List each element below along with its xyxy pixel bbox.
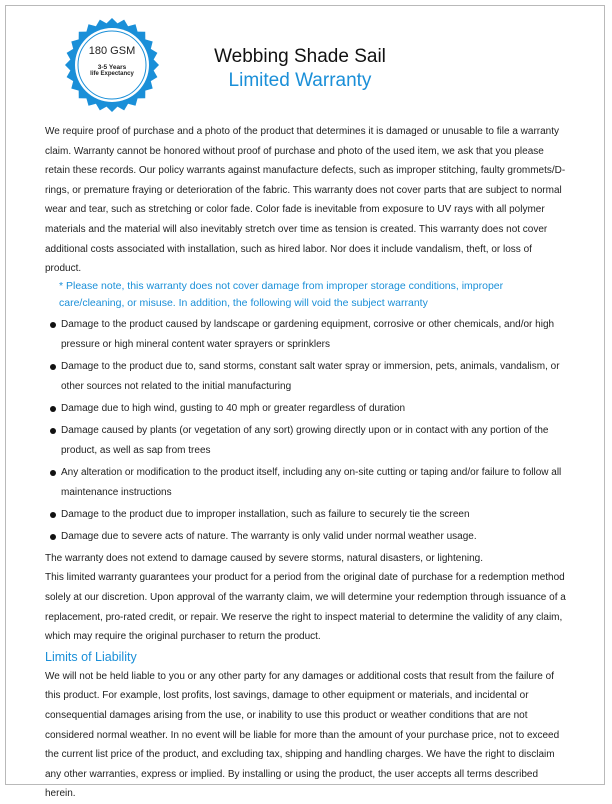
page-title: Webbing Shade Sail	[214, 46, 386, 67]
list-item	[45, 505, 570, 525]
list-item	[45, 421, 570, 461]
warranty-body	[45, 122, 570, 804]
void-conditions-list	[45, 315, 570, 547]
page-subtitle: Limited Warranty	[228, 70, 372, 91]
seal-life: life Expectancy	[90, 70, 134, 77]
bullet-icon	[50, 322, 56, 328]
bullet-icon	[50, 428, 56, 434]
list-item	[45, 315, 570, 355]
bullet-icon	[50, 406, 56, 412]
list-item-text: Damage to the product due to, sand storms, constant salt water spray or immersion, pets, animals, vandalism, or other sources not related to the initial manufacturing	[61, 360, 560, 392]
list-item-text: Damage due to severe acts of nature. The warranty is only valid under normal weather usage.	[61, 530, 477, 542]
title-block	[175, 45, 425, 93]
list-item-text: Damage caused by plants (or vegetation of any sort) growing directly upon or in contact with any portion of the product, as well as sap from trees	[61, 424, 549, 456]
gsm-seal-badge	[64, 17, 160, 113]
list-item	[45, 527, 570, 547]
list-item-text: Damage due to high wind, gusting to 40 mph or greater regardless of duration	[61, 402, 406, 414]
storm-exclusion-paragraph: The warranty does not extend to damage caused by severe storms, natural disasters, or lightening.	[45, 552, 484, 564]
list-item	[45, 463, 570, 503]
seal-gsm: 180 GSM	[88, 44, 136, 57]
list-item-text: Any alteration or modification to the product itself, including any on-site cutting or taping and/or failure to follow all maintenance instructions	[61, 466, 562, 498]
bullet-icon	[50, 470, 56, 476]
void-note: * Please note, this warranty does not cover damage from improper storage conditions, improper care/cleaning, or misuse. In addition, the following will void the subject warranty	[59, 279, 504, 310]
list-item-text: Damage to the product caused by landscape or gardening equipment, corrosive or other chemicals, and/or high pressure or high mineral content water sprayers or sprinklers	[61, 318, 555, 350]
seal-text	[64, 17, 160, 113]
list-item	[45, 399, 570, 419]
intro-paragraph: We require proof of purchase and a photo of the product that determines it is damaged or unusable to file a warranty claim. Warranty cannot be honored without proof of purchase and photo of the used item, we ask that you please retain these records. Our policy warrants against manufacture defects, such as improper stitching, faulty grommets/D-rings, or premature fraying or deterioration of the fabric. This warranty does not cover parts that are subject to normal wear and tear, such as stretching or color fade. Color fade is inevitable from exposure to UV rays with all polymer materials and the material will also inevitably stretch over time as tension is created. This warranty does not cover additional costs associated with installation, such as hired labor. Nor does it include vandalism, theft, or loss of product.	[45, 126, 566, 275]
liability-heading: Limits of Liability	[45, 649, 137, 664]
list-item	[45, 357, 570, 397]
guarantee-paragraph: This limited warranty guarantees your product for a period from the original date of purchase for a redemption method solely at our discretion. Upon approval of the warranty claim, we will determine your redemption through issuance of a replacement, pro-rated credit, or repair. We reserve the right to inspect material to determine the validity of any claim, which may require the original purchaser to return the product.	[45, 572, 566, 643]
bullet-icon	[50, 512, 56, 518]
liability-paragraph: We will not be held liable to you or any other party for any damages or additional costs that result from the failure of this product. For example, lost profits, lost savings, damage to other equipment or materials, and incidental or consequential damages arising from the use, or inability to use this product or weather conditions that are not considered normal weather. In no event will be liable for more than the amount of your purchase price, not to exceed the current list price of the product, and excluding tax, shipping and handling charges. We have the right to disclaim any other warranties, express or implied. By installing or using the product, the user accepts all terms described herein.	[45, 670, 560, 800]
bullet-icon	[50, 364, 56, 370]
list-item-text: Damage to the product due to improper installation, such as failure to securely tie the screen	[61, 508, 470, 520]
seal-years: 3-5 Years	[97, 63, 127, 71]
bullet-icon	[50, 534, 56, 540]
